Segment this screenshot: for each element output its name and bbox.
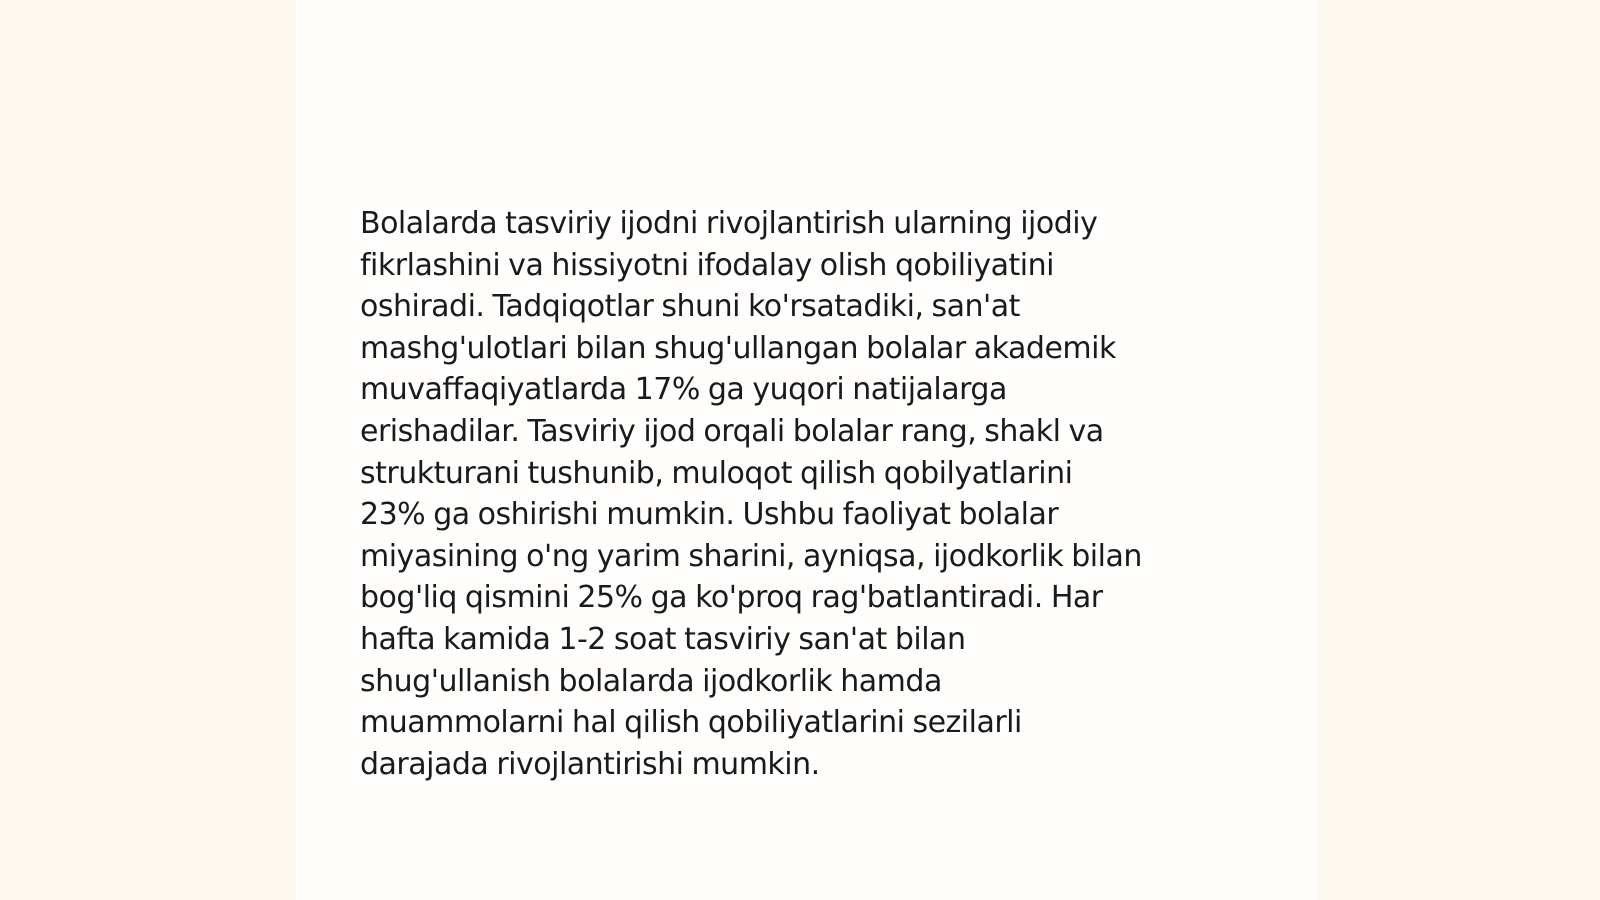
paragraph-line: 23% ga oshirishi mumkin. Ushbu faoliyat bolalar	[360, 497, 1059, 533]
paragraph-line: miyasining o'ng yarim sharini, ayniqsa, ijodkorlik bilan	[360, 538, 1142, 574]
paragraph-line: bog'liq qismini 25% ga ko'proq rag'batlantiradi. Har	[360, 580, 1103, 616]
paragraph-line: muvaffaqiyatlarda 17% ga yuqori natijalarga	[360, 372, 1007, 408]
body-paragraph	[360, 203, 1260, 785]
paragraph-line: muammolarni hal qilish qobiliyatlarini sezilarli	[360, 705, 1022, 741]
paragraph-line: oshiradi. Tadqiqotlar shuni ko'rsatadiki, san'at	[360, 289, 1020, 325]
paragraph-line: Bolalarda tasviriy ijodni rivojlantirish ularning ijodiy	[360, 206, 1098, 241]
paragraph-line: erishadilar. Tasviriy ijod orqali bolalar rang, shakl va	[360, 413, 1104, 449]
paragraph-line: strukturani tushunib, muloqot qilish qobilyatlarini	[360, 455, 1073, 491]
paragraph-line: mashg'ulotlari bilan shug'ullangan bolalar akademik	[360, 330, 1116, 366]
document-page	[296, 0, 1318, 900]
paragraph-line: darajada rivojlantirishi mumkin.	[360, 746, 820, 782]
paragraph-line: shug'ullanish bolalarda ijodkorlik hamda	[360, 663, 942, 699]
paragraph-line: fikrlashini va hissiyotni ifodalay olish qobiliyatini	[360, 247, 1054, 283]
paragraph-line: hafta kamida 1-2 soat tasviriy san'at bilan	[360, 621, 966, 657]
